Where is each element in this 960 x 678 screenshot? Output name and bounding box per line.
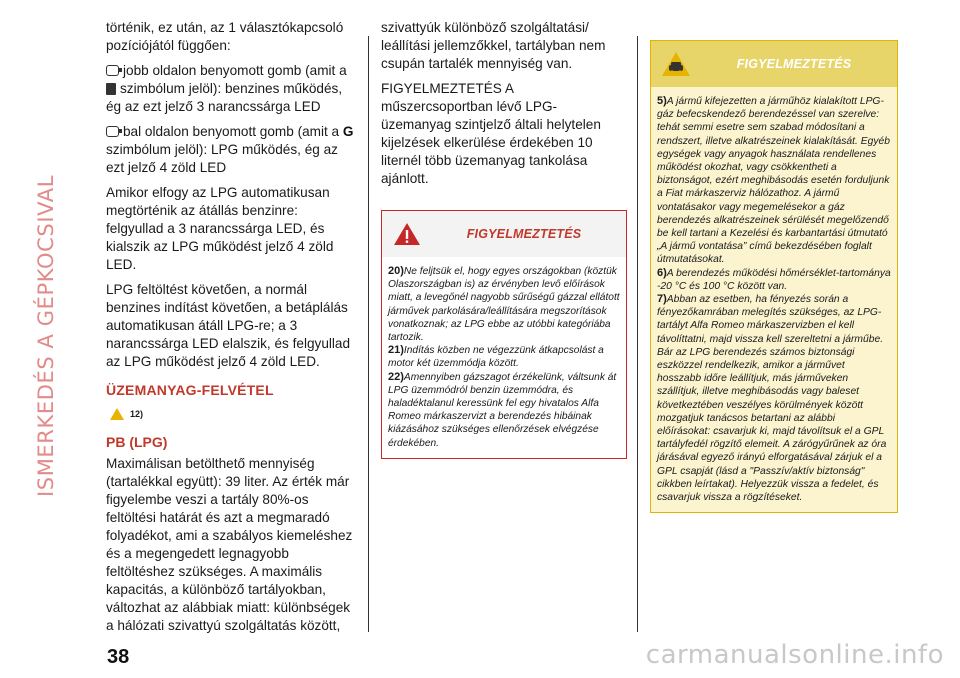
fuel-pump-icon [106, 83, 116, 95]
text-line: szimbólum jelöl): benzines működés, ég az ezt jelző 3 narancssárga LED [106, 81, 343, 114]
paragraph: FIGYELMEZTETÉS A műszercsoportban lévő LPG-üzemanyag szintjelző általi helytelen kijelzések elkerülése érdekében 10 liternél több üzemanyag tankolása ajánlott. [381, 81, 601, 186]
warning-item [657, 95, 891, 267]
lpg-symbol: G [342, 124, 354, 139]
paragraph: Amikor elfogy az LPG automatikusan megtörténik az átállás benzinre: felgyullad a 3 narancssárga LED, és kialszik az LPG működést jelző 4 zöld LED. [106, 185, 334, 272]
column-right [650, 40, 898, 513]
text-line: szimbólum jelöl): LPG működés, ég az ezt jelző 4 zöld LED [106, 142, 338, 175]
warning-box [381, 210, 627, 459]
note-number: 21) [388, 344, 404, 357]
note-text: A berendezés működési hőmérséklet-tartománya -20 °C és 100 °C között van. [657, 267, 891, 292]
note-text: Amennyiben gázszagot érzékelünk, váltsunk át LPG üzemmódról benzin üzemmódra, és haladéktalanul keressünk fel egy hivatalos Alfa Romeo márkaszervizt a berendezés hibáinak kiázásához szükséges ellenőrzések elvégzése érdekében. [388, 371, 617, 449]
switch-indicator-icon [106, 126, 119, 137]
switch-left-item [106, 123, 356, 177]
warning-reference [110, 405, 356, 423]
paragraph: LPG feltöltést követően, a normál benzines indítást követően, a betáplálás automatikusan átáll LPG-re; a 3 narancssárga LED elalszik, és felgyullad az LPG működést jelző 4 zöld LED. [106, 282, 351, 369]
switch-right-item [106, 62, 356, 116]
note-number: 20) [388, 265, 404, 277]
note-number: 7) [657, 293, 667, 306]
column-divider [368, 36, 369, 632]
warning-item [657, 293, 891, 504]
warning-item [657, 267, 891, 293]
page-number: 38 [107, 646, 130, 668]
column-left [106, 19, 356, 642]
warning-title: FIGYELMEZTETÉS [466, 227, 582, 241]
warning-triangle-icon [110, 408, 124, 420]
warning-header [651, 41, 897, 87]
note-text: Abban az esetben, ha fényezés során a fényezőkamrában melegítés szükséges, az LPG-tartályt Alfa Romeo márkaszervizben el kell távolíttatni, majd vissza kell szereltetni a járműbe. Bár az LPG berendezés számos biztonsági eszközzel rendelkezik, amikor a járművet hosszabb időre leállítjuk, más járműveken szállítjuk, illetve meghibásodás vagy baleset következtében veszélyes körülmények között mozgatjuk tanácsos betartani az alábbi előírásokat: csavarjuk ki, majd távolítsuk el a GPL tartályfedél rögzítő elemeit. A zárógyűrűnek az óra járásával egyező irányú elforgatásával zárjuk el a GPL csapját (lásd a "Passzív/aktív biztonság" cikkben leírtakat). Helyezzük vissza a fedelet, és csavarjuk vissza a rögzítéseket. [657, 294, 887, 504]
column-divider [637, 36, 638, 632]
paragraph: Maximálisan betölthető mennyiség (tartalékkal együtt): 39 liter. Az érték már figyelembe veszi a tartály 80%-os feltöltési határát és azt a megmaradó folyadékot, ami a szabályos kiemeléshez és a megengedett legnagyobb feltöltéshez szükséges. A maximális kapacitás, a különböző tartályokban, változhat az alábbiak miatt: különbségek a hálózati szivattyú szolgáltatás között, [106, 456, 353, 633]
paragraph: szivattyúk különböző szolgáltatási/ leállítási jellemzőkkel, tartályban nem csupán tartalék mennyiség van. [381, 20, 606, 71]
note-number: 6) [657, 266, 667, 279]
note-text: Indítás közben ne végezzünk átkapcsolást a motor két üzemmódja között. [388, 345, 604, 370]
warning-item [388, 371, 620, 450]
text-line: jobb oldalon benyomott gomb (amit a [123, 63, 347, 78]
column-middle [381, 19, 627, 459]
warning-red-icon [392, 221, 422, 247]
warning-item [388, 265, 620, 344]
reference-number: 12) [130, 409, 144, 419]
watermark: carmanualsonline.info [645, 640, 944, 670]
warning-box-yellow [650, 40, 898, 513]
note-text: A jármű kifejezetten a járműhöz kialakított LPG-gáz befecskendező berendezéssel van szerelve: tehát semmi esetre sem szabad módosítani a rendszert, illetve alkatrészeinek kialakítását. Egyéb egységek vagy anyagok használata rendellenes működést okozhat, vagy csökkentheti a biztonságot, ezért meghibásodás esetén forduljunk a Fiat márkaszerviz hálózathoz. A jármű vontatásakor vagy megemelésekor a gáz berendezés alkatrészeinek sérülését megelőzendő be kell tartani a Kezelési és karbantartási útmutató „A jármű vontatása” című bekezdésében foglalt útmutatásokat. [657, 96, 890, 266]
paragraph: történik, ez után, az 1 választókapcsoló pozíciójától függően: [106, 20, 344, 53]
warning-body [651, 87, 897, 512]
switch-indicator-icon [106, 65, 119, 76]
note-number: 5) [657, 95, 667, 107]
car-warning-icon [661, 51, 691, 77]
note-number: 22) [388, 370, 404, 383]
section-title: ÜZEMANYAG-FELVÉTEL [106, 382, 274, 398]
warning-title: FIGYELMEZTETÉS [736, 57, 852, 71]
warning-item [388, 344, 620, 370]
text-line: bal oldalon benyomott gomb (amit a [123, 124, 340, 139]
subsection-title: PB (LPG) [106, 434, 168, 450]
warning-body [382, 257, 626, 458]
warning-header [382, 211, 626, 257]
note-text: Ne feljtsük el, hogy egyes országokban (köztük Olaszországban is) az érvényben levő előírások miatt, a levegőnél nagyobb sűrűségű gázzal ellátott járművek parkolására/leállítására megszorítások vonatkoznak; az LPG ebbe az utóbbi kategóriába tartozik. [388, 266, 620, 344]
chapter-side-label: ISMERKEDÉS A GÉPKOCSIVAL [34, 174, 58, 498]
